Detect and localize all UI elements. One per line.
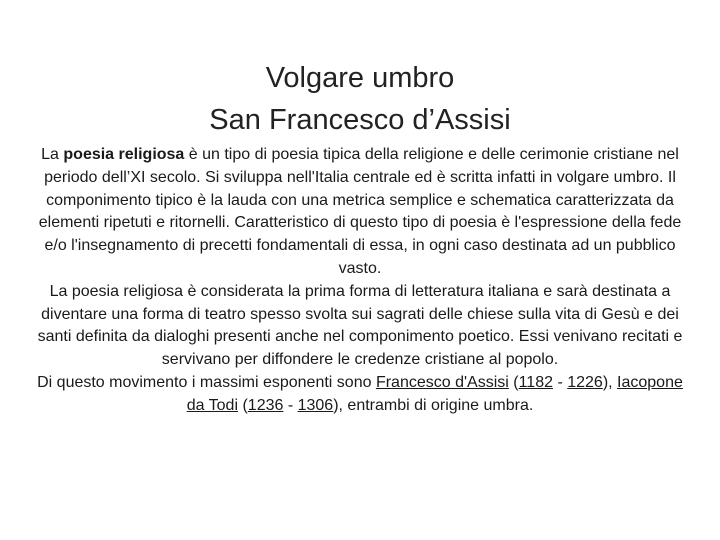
p1-bold-term: poesia religiosa xyxy=(63,146,185,163)
paragraph-3 xyxy=(30,372,690,418)
p3-open2: ( xyxy=(238,396,248,414)
p3-open1: ( xyxy=(508,373,519,391)
p1-post: è un tipo di poesia tipica della religione e delle cerimonie cristiane nel periodo dell’XI secolo. Si sviluppa nell'Italia centrale ed è scritta infatti in volgare umbro. Il componimento tipico è la lauda con una metrica semplice e schematica caratterizzata da elementi ripetuti e ritornelli. Caratteristico di questo tipo di poesia è l'espressione della fede e/o l'insegnamento di precetti fondamentali di essa, in ogni caso destinata ad un pubblico vasto. xyxy=(38,146,682,277)
link-francesco-d-assisi[interactable]: Francesco d'Assisi xyxy=(375,373,509,391)
link-1226[interactable]: 1226 xyxy=(567,373,603,391)
p1-pre: La xyxy=(41,146,64,163)
title-line-1: Volgare umbro xyxy=(265,62,455,94)
title-line-2: San Francesco d’Assisi xyxy=(209,104,511,136)
p3-close1: ), xyxy=(602,373,618,391)
p3-dash2: - xyxy=(283,396,298,414)
paragraph-1 xyxy=(30,144,690,281)
p3-outro: ), entrambi di origine umbra. xyxy=(333,396,534,414)
link-iacopone-da-todi[interactable]: Iacopone da Todi xyxy=(186,373,683,414)
slide-title xyxy=(60,57,660,141)
link-1306[interactable]: 1306 xyxy=(297,396,334,414)
paragraph-2: La poesia religiosa è considerata la prima forma di letteratura italiana e sarà destinata a diventare una forma di teatro spesso svolta sui sagrati delle chiese sulla vita di Gesù e dei santi definita da dialoghi presenti anche nel componimento poetico. Essi venivano recitati e servivano per diffondere le credenze cristiane al popolo. xyxy=(37,282,683,369)
slide-body xyxy=(30,144,690,418)
p3-dash1: - xyxy=(553,373,568,391)
p3-intro: Di questo movimento i massimi esponenti sono xyxy=(37,373,376,391)
link-1236[interactable]: 1236 xyxy=(247,396,284,414)
link-1182[interactable]: 1182 xyxy=(518,373,553,391)
